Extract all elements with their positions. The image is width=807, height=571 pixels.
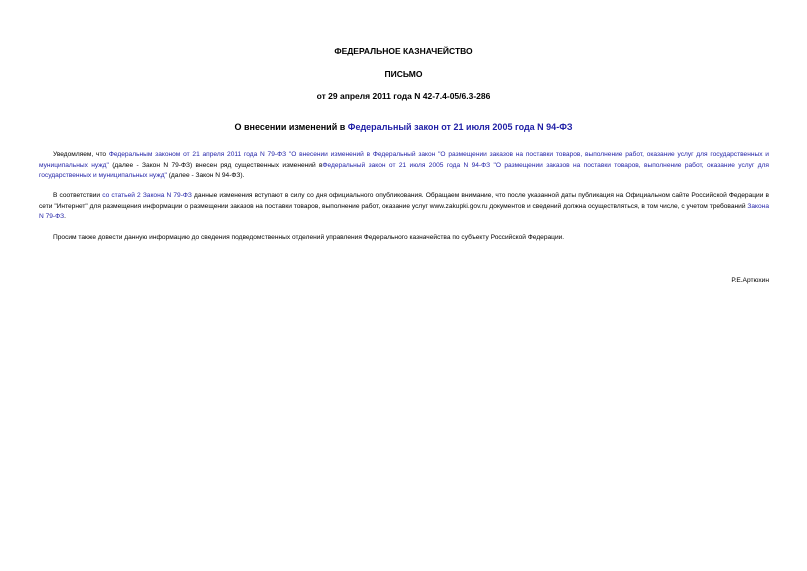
law-79-fz-short-link[interactable]: Закона N 79-ФЗ <box>39 202 769 221</box>
paragraph-3: Просим также довести данную информацию до сведения подведомственных отделений управления Федерального казначейства по субъекту Российской Федерации. <box>53 234 565 241</box>
law-94-fz-link[interactable]: Федеральный закон от 21 июля 2005 года N 94-ФЗ "О размещении заказов на поставки товаров, выполнение работ, оказание услуг для государственных и муниципальных нужд" <box>39 161 769 180</box>
p1-text-1: Уведомляем, что <box>53 151 109 158</box>
document-type: ПИСЬМО <box>384 69 423 79</box>
p2-text-2: данные изменения вступают в силу со дня официального опубликования. Обращаем внимание, что после указанной даты публикация на Официальном сайте Российской Федерации в сети "Интернет" для размещения информации о размещении заказов на поставки товаров, выполнение работ, оказание услуг www.zakupki.gov.ru документов и сведений должна осуществляться, в том числе, с учетом требований <box>39 192 770 210</box>
subject-prefix: О внесении изменений в <box>234 122 348 132</box>
org-name: ФЕДЕРАЛЬНОЕ КАЗНАЧЕЙСТВО <box>334 46 473 56</box>
p1-text-2: (далее - Закон N 79-ФЗ) внесен ряд существенных изменений в <box>108 161 323 169</box>
document-date-number: от 29 апреля 2011 года N 42-7.4-05/6.3-286 <box>316 91 491 101</box>
subject-law-link[interactable]: Федеральный закон от 21 июля 2005 года N 94-ФЗ <box>347 122 573 132</box>
p2-text-3: . <box>64 213 66 221</box>
paragraph-2 <box>39 191 769 223</box>
law-79-fz-link[interactable]: Федеральным законом от 21 апреля 2011 года N 79-ФЗ "О внесении изменений в Федеральный закон "О размещении заказов на поставки товаров, выполнение работ, оказание услуг для государственных и муниципальных нужд" <box>39 151 769 169</box>
signature: Р.Е.Артюхин <box>731 277 769 284</box>
p2-text-1: В соответствии <box>53 192 103 199</box>
p1-text-3: (далее - Закон N 94-ФЗ). <box>166 172 245 180</box>
paragraph-1 <box>39 150 769 182</box>
article-2-link[interactable]: со статьей 2 Закона N 79-ФЗ <box>102 192 192 199</box>
document-subject <box>0 122 807 133</box>
